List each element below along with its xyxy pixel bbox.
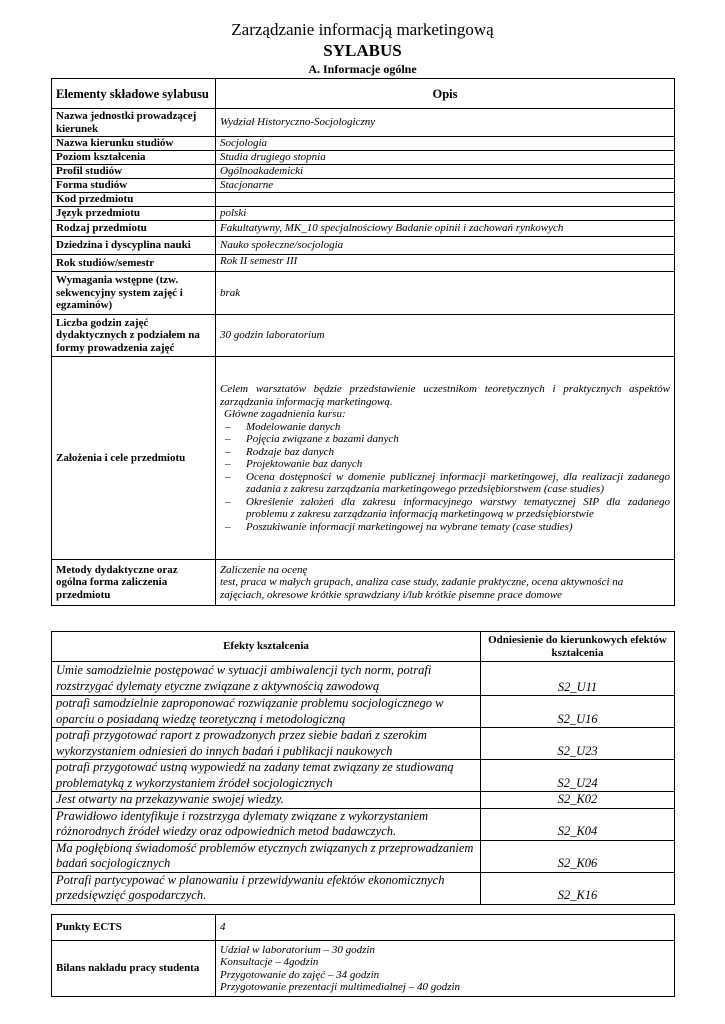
row-value: Stacjonarne: [216, 179, 675, 193]
row-value: Ogólnoakademicki: [216, 165, 675, 179]
table-row: [52, 792, 675, 809]
table-row: [52, 696, 675, 728]
goals-topics-title: Główne zagadnienia kursu:: [224, 408, 346, 420]
column-header-reference: Odniesienie do kierunkowych efektów kształcenia: [481, 632, 675, 662]
effect-description: potrafi samodzielnie zaproponować rozwiązanie problemu socjologicznego w oparciu o posiadaną wiedzę teoretyczną i metodologiczną: [52, 696, 481, 728]
methods-row: [52, 560, 675, 606]
row-label: Rok studiów/semestr: [52, 255, 216, 272]
effect-code: S2_K02: [481, 792, 675, 809]
effect-code: S2_U11: [481, 662, 675, 696]
table-row: [52, 207, 675, 221]
methods-line-2: test, praca w małych grupach, analiza case study, zadanie praktyczne, ocena aktywności na zajęciach, okresowe krótkie sprawdziany i/lub krótkie pisemne prace domowe: [220, 576, 624, 601]
goals-label: Założenia i cele przedmiotu: [52, 357, 216, 560]
table-row: [52, 137, 675, 151]
table-row: [52, 840, 675, 872]
list-item: – Poszukiwanie informacji marketingowej na wybrane tematy (case studies): [220, 521, 670, 534]
table-row: [52, 272, 675, 315]
effect-code: S2_K16: [481, 872, 675, 904]
table-row: [52, 662, 675, 696]
row-value: Nauko społeczne/socjologia: [216, 237, 675, 255]
section-heading: A. Informacje ogólne: [308, 62, 417, 76]
document-subtitle: SYLABUS: [323, 41, 402, 60]
list-item: – Określenie założeń dla zakresu informacyjnego warstwy tematycznej SIP dla zadanego problemu z zakresu zarządzania informacją marketingową w przedsiębiorstwie: [220, 496, 670, 521]
table-row: [52, 808, 675, 840]
effect-code: S2_U24: [481, 760, 675, 792]
row-label: Liczba godzin zajęć dydaktycznych z podziałem na formy prowadzenia zajęć: [52, 315, 216, 357]
table-row: [52, 255, 675, 272]
effect-description: Potrafi partycypować w planowaniu i przewidywaniu efektów ekonomicznych przedsięwzięć gospodarczych.: [52, 872, 481, 904]
column-header-description: Opis: [216, 79, 675, 109]
row-value: Rok II semestr III: [216, 255, 675, 272]
table-row: [52, 237, 675, 255]
row-label: Wymagania wstępne (tzw. sekwencyjny system zajęć i egzaminów): [52, 272, 216, 315]
row-value: 30 godzin laboratorium: [216, 315, 675, 357]
goals-intro: Celem warsztatów będzie przedstawienie uczestnikom teoretycznych i praktycznych aspektów zarządzania informacją marketingową.: [220, 383, 670, 408]
table-row: [52, 165, 675, 179]
effect-description: Umie samodzielnie postępować w sytuacji ambiwalencji tych norm, potrafi rozstrzygać dylematy etyczne związane z aktywnością zawodową: [52, 662, 481, 696]
row-label: Nazwa jednostki prowadzącej kierunek: [52, 109, 216, 137]
row-label: Forma studiów: [52, 179, 216, 193]
row-value: Socjologia: [216, 137, 675, 151]
list-item: – Rodzaje baz danych: [220, 446, 670, 459]
row-label: Kod przedmiotu: [52, 193, 216, 207]
methods-content: [216, 560, 675, 606]
list-item: – Ocena dostępności w domenie publicznej informacji marketingowej, dla realizacji zadanego zadania z zakresu zarządzania marketingowego przedsiębiorstwem (case studies): [220, 471, 670, 496]
effect-description: Ma pogłębioną świadomość problemów etycznych związanych z przeprowadzaniem badań socjologicznych: [52, 840, 481, 872]
row-label: Nazwa kierunku studiów: [52, 137, 216, 151]
table-row: [52, 221, 675, 237]
list-item: – Modelowanie danych: [220, 421, 670, 434]
table-header-row: [52, 79, 675, 109]
ects-label: Punkty ECTS: [52, 915, 216, 941]
row-value: Wydział Historyczno-Socjologiczny: [216, 109, 675, 137]
workload-item: Udział w laboratorium – 30 godzin: [220, 943, 375, 956]
ects-value: 4: [216, 915, 675, 941]
table-row: [52, 872, 675, 904]
table-row: [52, 179, 675, 193]
row-value: polski: [216, 207, 675, 221]
effect-code: S2_K06: [481, 840, 675, 872]
goals-topic-list: [220, 421, 670, 534]
row-label: Dziedzina i dyscyplina nauki: [52, 237, 216, 255]
effect-code: S2_U23: [481, 728, 675, 760]
row-label: Język przedmiotu: [52, 207, 216, 221]
effect-description: Prawidłowo identyfikuje i rozstrzyga dylematy związane z wykorzystaniem różnorodnych źródeł wiedzy oraz odpowiednich metod badawczych.: [52, 808, 481, 840]
table-header-row: [52, 632, 675, 662]
table-row: [52, 941, 675, 997]
row-label: Rodzaj przedmiotu: [52, 221, 216, 237]
methods-label: Metody dydaktyczne oraz ogólna forma zaliczenia przedmiotu: [52, 560, 216, 606]
goals-content: [216, 357, 675, 560]
row-value: Fakultatywny, MK_10 specjalnościowy Badanie opinii i zachowań rynkowych: [216, 221, 675, 237]
table-row: [52, 193, 675, 207]
table-row: [52, 915, 675, 941]
row-label: Poziom kształcenia: [52, 151, 216, 165]
learning-outcomes-table: [51, 631, 675, 905]
effect-description: potrafi przygotować ustną wypowiedź na zadany temat związany ze studiowaną problematyką z wykorzystaniem źródeł socjologicznych: [52, 760, 481, 792]
table-row: [52, 151, 675, 165]
workload-item: Przygotowanie do zajęć – 34 godzin: [220, 968, 380, 981]
row-value: brak: [216, 272, 675, 315]
workload-content: [216, 941, 675, 997]
effect-description: Jest otwarty na przekazywanie swojej wiedzy.: [52, 792, 481, 809]
table-row: [52, 760, 675, 792]
goals-row: [52, 357, 675, 560]
effect-code: S2_U16: [481, 696, 675, 728]
general-info-table: [51, 78, 675, 606]
list-item: – Projektowanie baz danych: [220, 458, 670, 471]
workload-item: Konsultacje – 4godzin: [220, 956, 319, 968]
ects-table: [51, 914, 675, 997]
table-row: [52, 109, 675, 137]
list-item: – Pojęcia związane z bazami danych: [220, 433, 670, 446]
row-value: Studia drugiego stopnia: [216, 151, 675, 165]
effect-description: potrafi przygotować raport z prowadzonych przez siebie badań z szerokim wykorzystaniem odniesień do innych badań i publikacji naukowych: [52, 728, 481, 760]
document-title: Zarządzanie informacją marketingową: [231, 20, 494, 39]
table-row: [52, 315, 675, 357]
workload-label: Bilans nakładu pracy studenta: [52, 941, 216, 997]
workload-item: Przygotowanie prezentacji multimedialnej – 40 godzin: [220, 981, 461, 993]
row-label: Profil studiów: [52, 165, 216, 179]
effect-code: S2_K04: [481, 808, 675, 840]
row-value: [216, 193, 675, 207]
column-header-effects: Efekty kształcenia: [52, 632, 481, 662]
methods-line-1: Zaliczenie na ocenę: [220, 563, 308, 576]
column-header-elements: Elementy składowe sylabusu: [52, 79, 216, 109]
table-row: [52, 728, 675, 760]
